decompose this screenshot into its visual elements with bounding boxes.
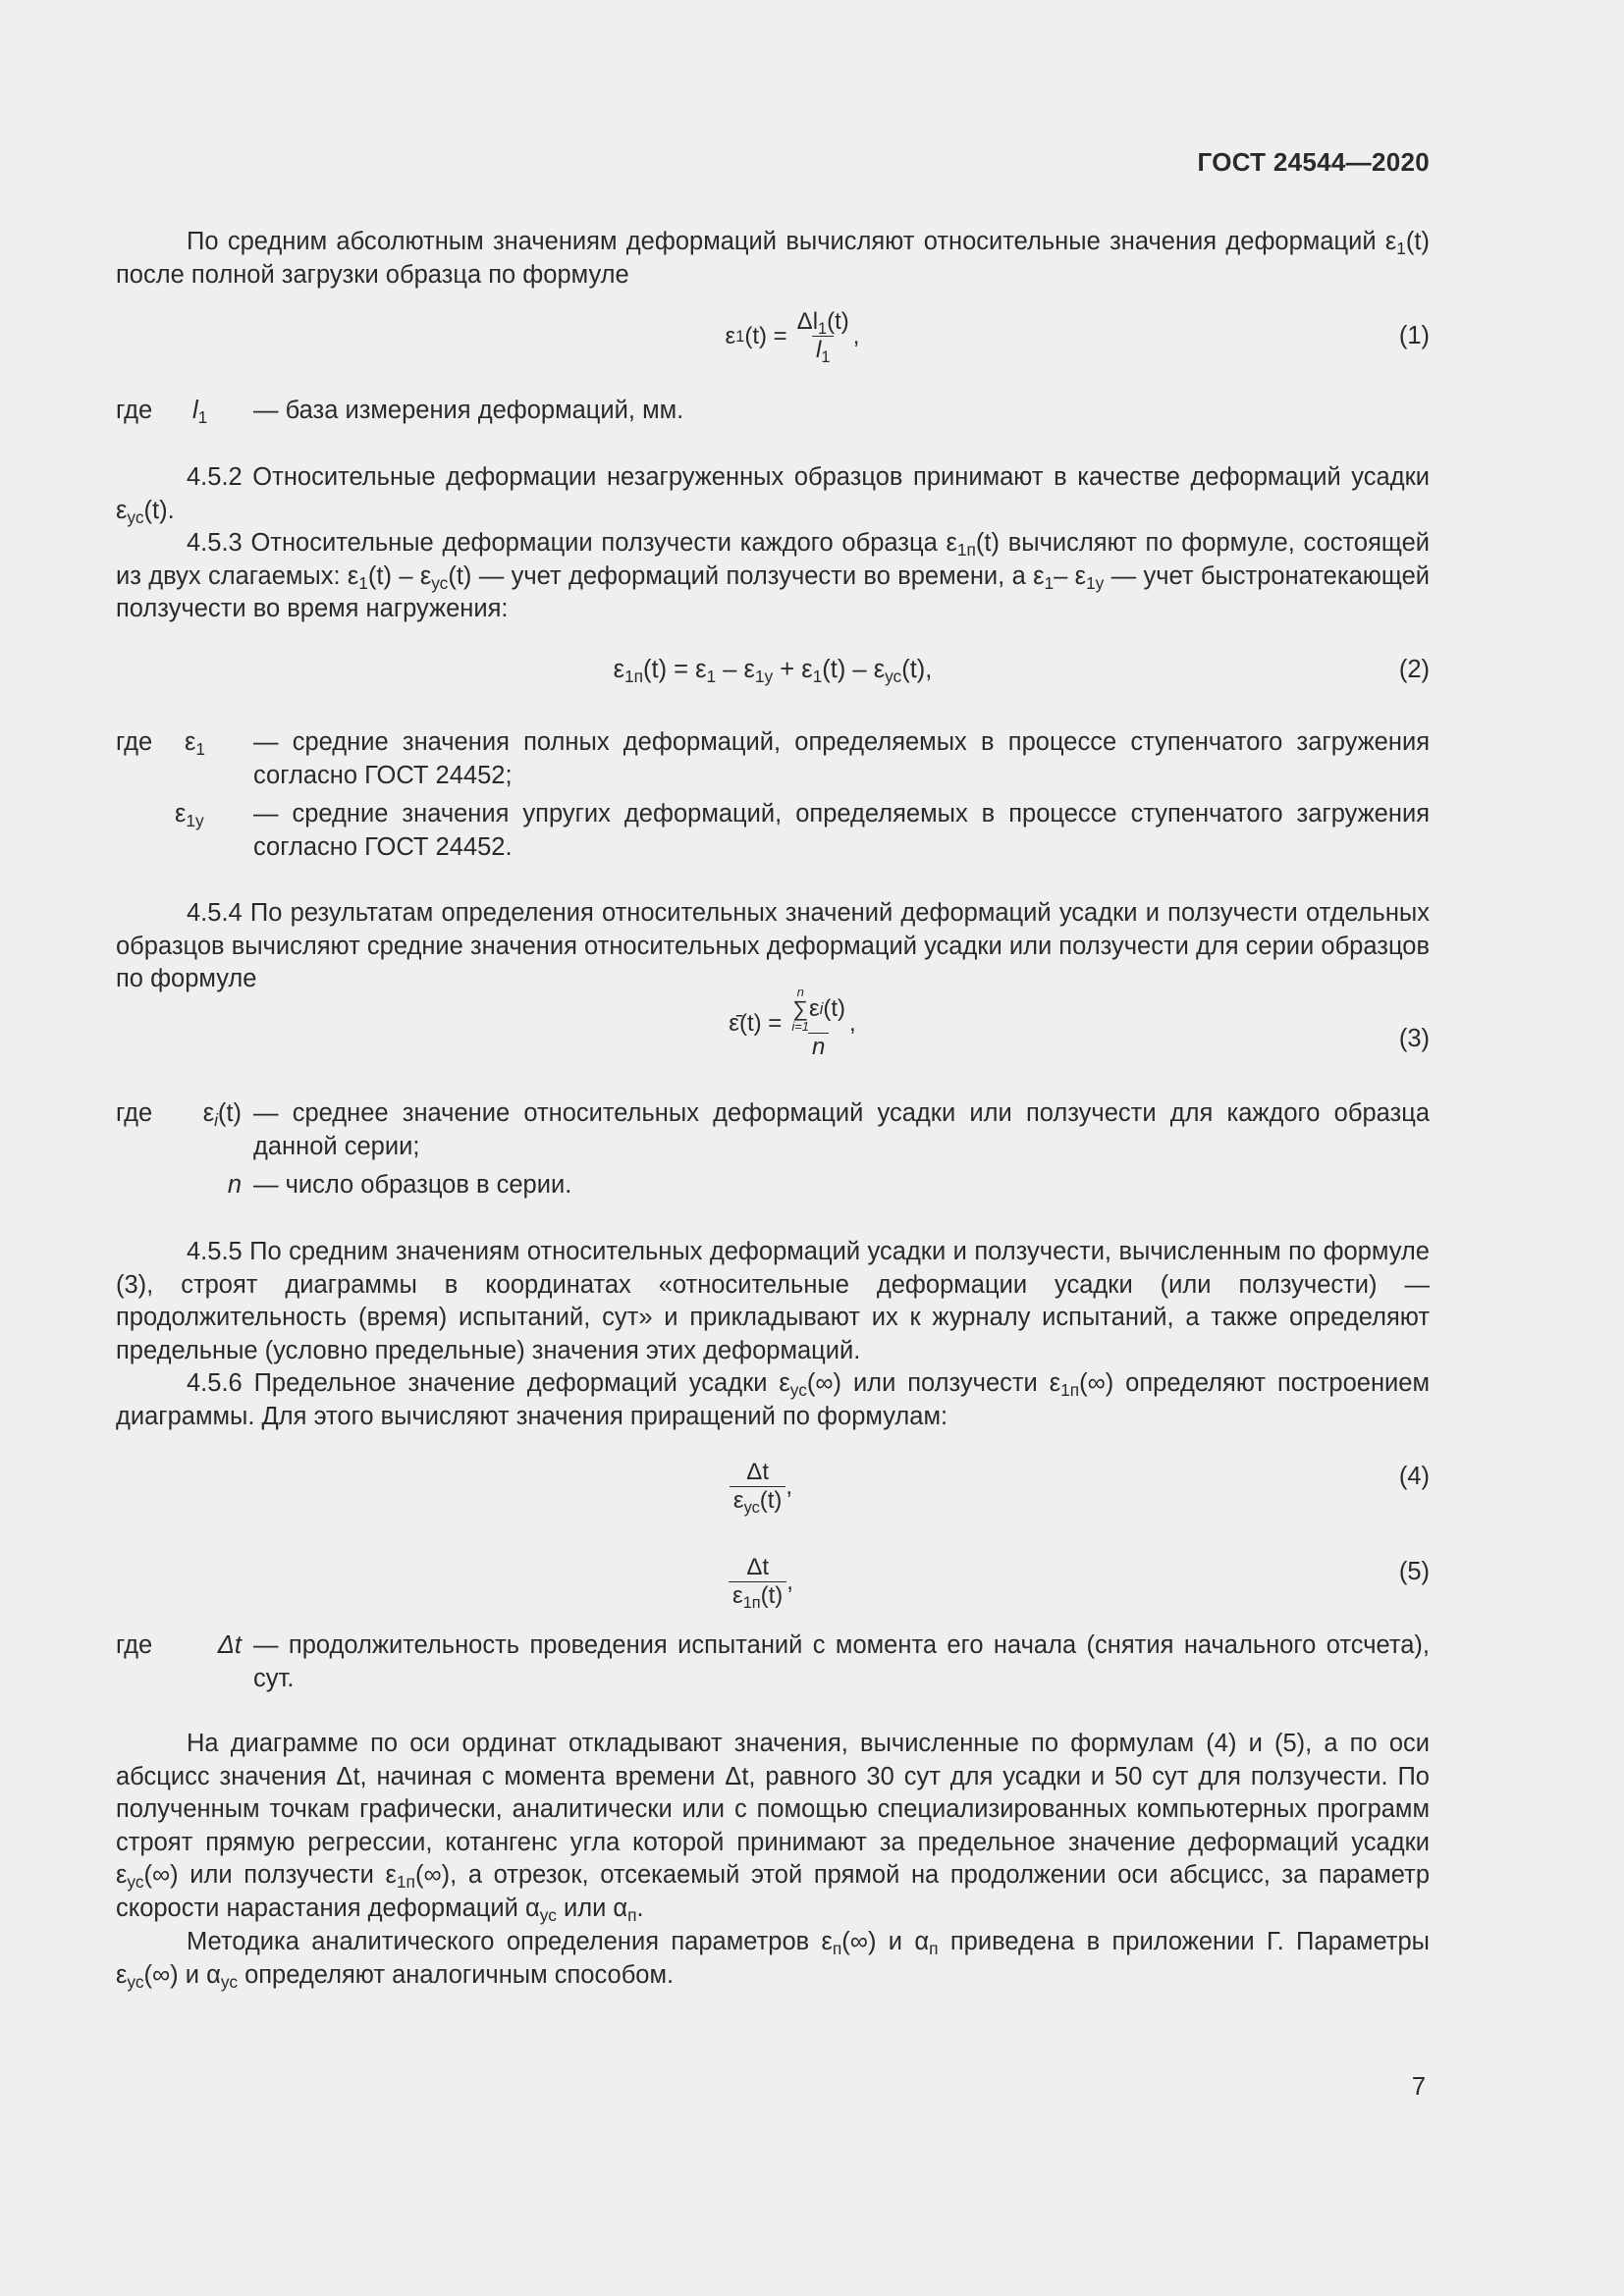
paragraph-4-5-3: 4.5.3 Относительные деформации ползучести каждого образца $\varepsilon_{1п}(t)$ вычисляют по формуле, состоящей из двух слагаемых: $\varepsilon_1(t) - \varepsilon_{ус}(t)$ — учет деформаций ползучести во времени, а $\varepsilon_1-$ $\varepsilon_{1y}$ — учет быстронатекающей ползучести во время нагружения: <box>116 529 1431 622</box>
formula-5: $\frac{\Delta t}{\varepsilon_{1п}(t)}$ , (5) <box>116 1554 1430 1613</box>
formula-number: (2) <box>1398 656 1430 683</box>
formula-4: $\frac{\Delta t}{\varepsilon_{ус}(t)}$ , (4) <box>116 1459 1430 1518</box>
paragraph-diagram: На диаграмме по оси ординат откладывают значения, вычисленные по формулам (4) и (5), а по оси абсцисс значения Δt, начиная с момента времени Δt, равного 30 сут для усадки и 50 сут для ползучести. По полученным точкам графически, аналитически или с помощью специализированных компьютерных программ строят прямую регрессии, котангенс угла которой принимают за предельное значение деформаций усадки $\varepsilon_{ус}(\infty)$ или ползучести $\varepsilon_{1п}(\infty)$, а отрезок, отсекаемый этой прямой на продолжении оси абсцисс, за параметр скорости нарастания деформаций $\alpha_{ус}$ или $\alpha_п$. <box>116 1730 1431 1925</box>
where-block-4: где Δt — продолжительность проведения испытаний с момента его начала (снятия начального отсчета), сут. <box>116 1631 1430 1692</box>
formula-3: ε̄(t) = n ∑ i=1 ε i (t) n , (3) <box>729 985 1430 1060</box>
formula-2: $\varepsilon_{1п}(t) = \varepsilon_1 - \varepsilon_{1y} + \varepsilon_1(t) - \varepsilon_{ус}(t)$, (2) <box>613 656 1430 686</box>
paragraph-4-5-5: 4.5.5 По средним значениям относительных деформаций усадки и ползучести, вычисленным по формуле (3), строят диаграммы в координатах «относительные деформации усадки (или ползучести) — продолжительность (время) испытаний, сут» и прикладывают их к журналу испытаний, а также определяют предельные (условно предельные) значения этих деформаций. <box>116 1238 1430 1364</box>
paragraph-intro: По средним абсолютным значениям деформаций вычисляют относительные значения деформаций $\varepsilon_1(t)$ после полной загрузки образца по формуле <box>116 228 1430 289</box>
formula-number: (1) <box>1398 322 1430 349</box>
page-number: 7 <box>1411 2073 1426 2101</box>
paragraph-4-5-2: 4.5.2 Относительные деформации незагруженных образцов принимают в качестве деформаций усадки $\varepsilon_{ус}(t)$. <box>116 463 1430 527</box>
paragraph-4-5-4: 4.5.4 По результатам определения относительных значений деформаций усадки и ползучести отдельных образцов вычисляют средние значения относительных деформаций усадки или ползучести для серии образцов по формуле <box>116 899 1430 992</box>
where-block-3: где $\varepsilon_i(t)$ — среднее значение относительных деформаций усадки или ползучести для каждого образца данной серии; n — число образцов в серии. <box>116 1099 1430 1199</box>
paragraph-method: Методика аналитического определения параметров $\varepsilon_п(\infty)$ и $\alpha_п$ приведена в приложении Г. Параметры $\varepsilon_{ус}(\infty)$ и $\alpha_{ус}$ определяют аналогичным способом. <box>116 1928 1430 1992</box>
document-header: ГОСТ 24544—2020 <box>1197 147 1430 177</box>
where-block-1: где $l_1$ — база измерения деформаций, мм. <box>116 397 684 427</box>
formula-number: (4) <box>1398 1463 1430 1490</box>
formula-number: (3) <box>1398 1025 1430 1052</box>
where-block-2: где $\varepsilon_1$ — средние значения полных деформаций, определяемых в процессе ступенчатого загружения согласно ГОСТ 24452; $\varepsilon_{1y}$ — средние значения упругих деформаций, определяемых в процессе ступенчатого загружения согласно ГОСТ 24452. <box>116 728 1430 861</box>
paragraph-4-5-6: 4.5.6 Предельное значение деформаций усадки $\varepsilon_{ус}(\infty)$ или ползучести $\varepsilon_{1п}(\infty)$ определяют построением диаграммы. Для этого вычисляют значения приращений по формулам: <box>116 1369 1430 1430</box>
formula-number: (5) <box>1398 1558 1430 1585</box>
formula-1: ε 1 (t) = $\frac{\Delta l_1(t)}{l_1}$ , (1) <box>725 308 1430 366</box>
